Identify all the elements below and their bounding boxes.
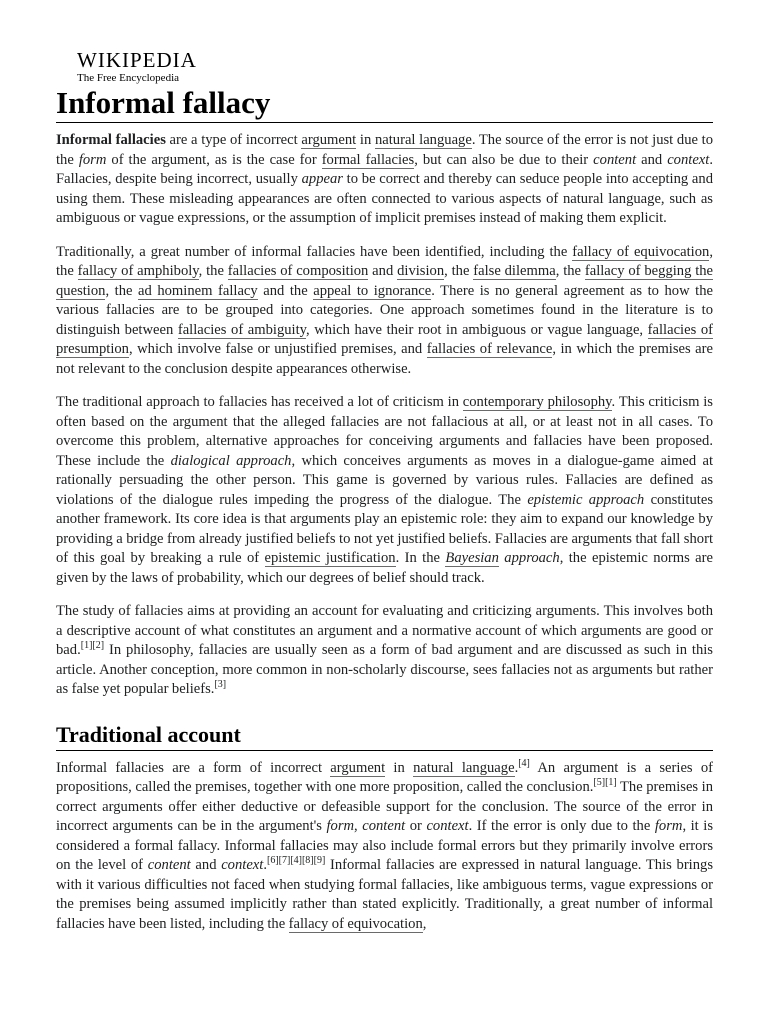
body-text: and [190,857,222,873]
article-link[interactable]: ad hominem fallacy [138,282,258,299]
body-text: and the [257,282,314,299]
article-link[interactable]: contemporary philosophy [462,394,612,410]
article-link[interactable]: argument [330,759,386,776]
italic-text: form [326,818,355,834]
italic-text: epistemic approach [527,491,645,508]
italic-text: form [654,818,683,834]
article-link[interactable]: formal fallacies [321,151,415,168]
body-text: . This criticism is often based on the argument that the alleged fallacies are not fallacious at all, or at least not in all cases. To overcome this problem, alternative approaches for conceiving arguments and fallacies have been proposed. These include the [56,394,713,469]
body-text: , which involve false or unjustified premises, and [128,341,427,357]
article-link[interactable]: Bayesian [445,550,499,566]
article-link[interactable]: fallacies of ambiguity [177,321,307,338]
body-text: . If the error is only due to the [468,818,655,834]
body-text: The traditional approach to fallacies has received a lot of criticism in [56,394,463,410]
body-text: , the [444,263,474,279]
page-title: Informal fallacy [56,86,713,123]
article-link[interactable]: fallacies of composition [227,263,369,279]
paragraph-intro-4 [56,602,713,700]
citation-reference[interactable]: [4] [518,757,530,769]
body-text: , which conceives arguments as moves in a dialogue-game aimed at rationally persuading the other person. This game is governed by various rules. Fallacies are defined as violations of the dialogue rules impeding the progress of the dialogue. The [56,452,713,508]
body-text: are a type of incorrect [165,132,302,148]
body-text: or [405,818,427,834]
article-link[interactable]: false dilemma [473,263,556,279]
citation-reference[interactable]: [6][7][4][8][9] [267,855,326,867]
article-link[interactable]: natural language [413,759,515,776]
paragraph-traditional-1 [56,759,713,935]
wikipedia-logo[interactable] [77,50,197,84]
italic-text: context [426,818,469,834]
body-text: The premises in correct arguments offer either deductive or defeasible support for the conclusion. The source of the error in incorrect arguments can be in the argument's [56,779,713,834]
italic-text: content [362,818,406,834]
italic-text: context [667,151,710,168]
body-text: and [368,263,398,279]
article-link[interactable]: fallacy of equivocation [288,915,423,932]
italic-text: content [593,151,637,168]
body-text: and [636,151,668,168]
italic-text: form [78,151,107,168]
article-link[interactable]: natural language [374,132,472,148]
body-text: to be correct and thereby can seduce people into accepting and using them. These misleading appearances are often connected to various aspects of natural language, such as ambiguous or vague expressions, or the assumption of implicit premises instead of making them explicit. [56,171,713,226]
body-text: Informal fallacies are a form of incorrect [56,759,331,776]
citation-reference[interactable]: [3] [214,679,227,691]
body-text: . [514,759,519,776]
logo-wordmark: WIKIPEDIA [77,48,197,72]
bold-term: Informal fallacies [56,132,166,148]
body-text: in [356,132,375,148]
article-body [56,131,713,948]
article-link[interactable]: appeal to ignorance [313,282,432,299]
body-text: , which have their root in ambiguous or vague language, [306,321,648,338]
body-text: , the [105,282,139,299]
italic-text: context [221,857,264,873]
citation-reference[interactable]: [1][2] [80,640,105,652]
italic-text: content [147,857,191,873]
italic-text: dialogical approach [170,452,292,469]
body-text: . Fallacies, despite being incorrect, usually [56,151,713,187]
citation-reference[interactable]: [5][1] [593,777,617,789]
body-text: , but can also be due to their [414,151,594,168]
body-text: . There is no general agreement as to how the various fallacies are to be grouped into categories. One approach sometimes found in the literature is to distinguish between [56,282,714,338]
body-text: Traditionally, a great number of informal fallacies have been identified, including the [56,243,573,260]
body-text: of the argument, as is the case for [106,151,322,168]
body-text: , the [555,263,585,279]
italic-text: appear [301,171,343,187]
body-text: . The source of the error is not just due to the [56,132,714,168]
body-text: . In the [395,550,446,566]
article-link[interactable]: fallacies of relevance [426,341,553,357]
body-text: constitutes another framework. Its core idea is that arguments play an epistemic role: they aim to expand our knowledge by providing a bridge from already justified beliefs to not yet justified beliefs. Fallacies are arguments that fall short of this goal by breaking a rule of [56,491,713,566]
body-text: , in which the premises are not relevant to the conclusion despite appearances otherwise. [56,341,713,377]
body-text: The study of fallacies aims at providing an account for evaluating and criticizing arguments. This involves both a descriptive account of what constitutes an argument and a normative account of which arguments are good or bad. [56,603,713,658]
body-text: , [354,818,363,834]
body-text: , the [56,243,713,279]
article-link[interactable]: epistemic justification [264,550,396,566]
body-text: in [385,759,414,776]
article-link[interactable]: division [397,263,445,279]
article-link[interactable]: fallacy of amphiboly [77,263,199,279]
body-text: In philosophy, fallacies are usually seen as a form of bad argument and are discussed as such in this article. Another conception, more common in non-scholarly discourse, sees fallacies not as arguments but rather as false yet popular beliefs. [56,642,713,697]
body-text: , the [198,263,228,279]
article-link[interactable]: fallacies of presumption [56,321,714,357]
article-link[interactable]: fallacy of begging the question [56,263,714,299]
article-link[interactable]: fallacy of equivocation [572,243,710,260]
body-text: Informal fallacies are expressed in natural language. This brings with it various difficulties not faced when studying formal fallacies, like ambiguous terms, vague expressions or the premises being assumed implicitly rather than stated explicitly. Traditionally, a great number of informal fallacies have been listed, including the [56,857,714,932]
body-text: , [422,915,427,932]
body-text: . [263,857,267,873]
italic-text: approach [498,550,560,566]
paragraph-intro-3 [56,393,713,588]
body-text: , the epistemic norms are given by the laws of probability, which our degrees of belief should track. [56,550,713,586]
body-text: An argument is a series of propositions, called the premises, together with one more proposition, called the conclusion. [56,759,714,795]
paragraph-intro-1 [56,131,713,229]
body-text: , it is considered a formal fallacy. Informal fallacies may also include formal errors but they primarily involve errors on the level of [56,818,713,873]
paragraph-intro-2 [56,243,713,380]
section-heading-traditional-account: Traditional account [56,722,713,751]
article-link[interactable]: argument [301,132,357,148]
logo-tagline: The Free Encyclopedia [77,72,180,84]
